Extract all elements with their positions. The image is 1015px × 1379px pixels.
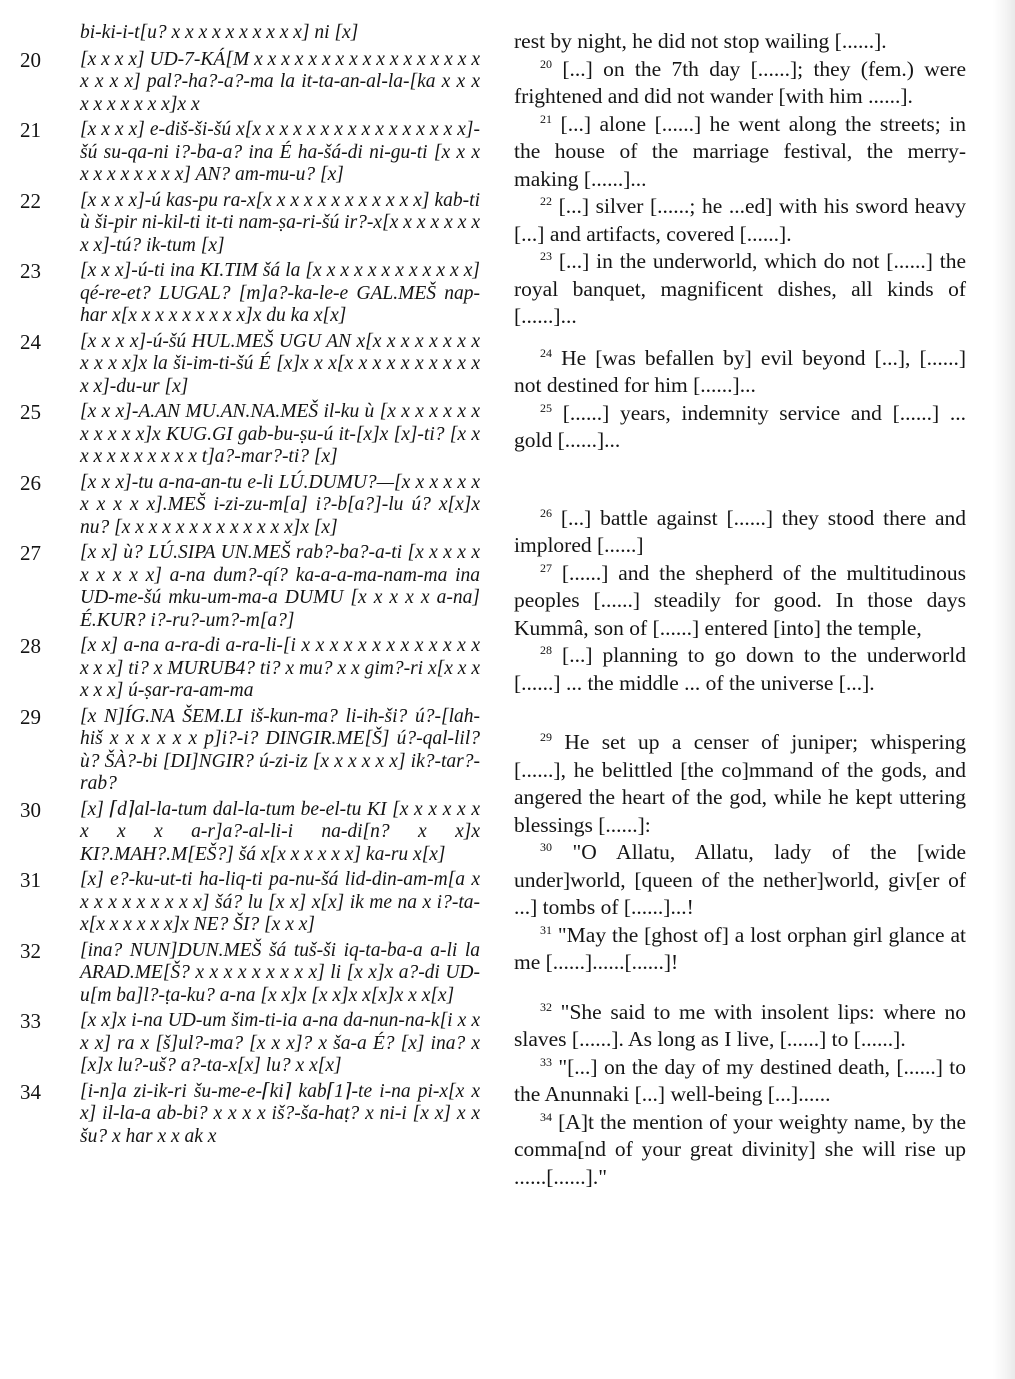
translation-paragraph — [514, 193, 966, 248]
transliteration-text: [x x x]-A.AN MU.AN.NA.MEŠ il-ku ù [x x x x x x x x x x x x]x KUG.GI gab-bu-ṣu-ú it-[x]x [x]-ti? [x x x x x x x x x x x t]a?-mar?-ti? [x] — [80, 401, 480, 467]
transliteration-text: [x x] ù? LÚ.SIPA UN.MEŠ rab?-ba?-a-ti [x x x x x x x x x x] a-na dum?-qí? ka-a-a-ma-nam-ma ina UD-me-šú mku-um-ma-a DUMU [x x x x x a-na] É.KUR? i?-ru?-um?-m[a?] — [80, 542, 480, 631]
line-number: 24 — [20, 329, 41, 354]
line-number: 24 — [540, 345, 552, 360]
transliteration-text: [x] ⌈d⌉al-la-tum dal-la-tum be-el-tu KI [x x x x x x x x x a-r]a?-al-li-i na-di[n? x x]x KI?.MAH?.M[EŠ?] šá x[x x x x x x] ka-ru x[x] — [80, 798, 480, 865]
line-number: 34 — [540, 1109, 552, 1124]
translation-paragraph — [514, 642, 966, 697]
line-number: 22 — [540, 193, 552, 208]
line-number: 28 — [540, 642, 552, 657]
line-number: 31 — [20, 868, 41, 892]
translation-paragraph — [514, 560, 966, 643]
line-number: 22 — [20, 188, 41, 213]
transliteration-line — [20, 706, 480, 796]
transliteration-line — [20, 260, 480, 328]
line-number: 25 — [540, 400, 552, 415]
translation-text: "[...] on the day of my destined death, [......] to the Anunnaki [...] well-being [...]...... — [514, 1054, 966, 1106]
transliteration-line — [20, 869, 480, 937]
line-number: 32 — [20, 938, 41, 963]
transliteration-line — [20, 472, 480, 540]
translation-text: He set up a censer of juniper; whispering [......], he belittled [the co]mmand of the gods, and angered the heart of the god, while he kept uttering blessings [......]: — [514, 730, 967, 837]
translation-text: [...] alone [......] he went along the streets; in the house of the marriage festival, the merry-making [......]... — [514, 111, 966, 191]
translation-paragraph — [514, 345, 966, 400]
translation-text: [...] in the underworld, which do not [......] the royal banquet, magnificent dishes, all kinds of [......]... — [514, 249, 966, 328]
line-number: 20 — [20, 47, 41, 72]
transliteration-text: [x x x x]-ú-šú HUL.MEŠ UGU AN x[x x x x x x x x x x x x]x la ši-im-ti-šú É [x]x x x[x x x x x x x x x x x x]-du-ur [x] — [80, 330, 480, 397]
translation-text: [A]t the mention of your weighty name, by the comma[nd of your great divinity] she will rise up ......[......]." — [514, 1109, 967, 1189]
transliteration-line — [20, 401, 480, 469]
transliteration-text: [ina? NUN]DUN.MEŠ šá tuš-ši iq-ta-ba-a a-li la ARAD.ME[Š? x x x x x x x x x] li [x x]x a?-di UD-u[m ba]l?-ṭa-ku? a-na [x x]x [x x]x x[x]x x x[x] — [80, 939, 480, 1006]
line-number: 30 — [20, 797, 41, 822]
transliteration-line — [20, 190, 480, 258]
line-number: 33 — [540, 1054, 552, 1069]
translation-text: [......] and the shepherd of the multitudinous peoples [......] steadily for good. In those days Kummâ, son of [......] entered [into] the temple, — [514, 560, 967, 640]
transliteration-text: bi-ki-i-t[u? x x x x x x x x x x] ni [x] — [80, 22, 359, 43]
transliteration-column — [20, 22, 480, 1148]
line-number: 26 — [20, 470, 41, 495]
transliteration-line — [20, 799, 480, 867]
translation-paragraph — [514, 1054, 966, 1109]
translation-paragraph — [514, 999, 966, 1054]
line-number: 31 — [540, 922, 552, 937]
translation-text: [...] battle against [......] they stood there and implored [......] — [514, 505, 966, 557]
translation-text: [...] planning to go down to the underworld [......] ... the middle ... of the universe [...]. — [514, 643, 966, 695]
transliteration-line — [20, 119, 480, 187]
line-number: 20 — [540, 56, 552, 71]
transliteration-text: [x] e?-ku-ut-ti ha-liq-ti pa-nu-šá lid-din-am-m[a x x x x x x x x x x] šá? lu [x x] x[x] ik me na x i?-ta-x[x x x x x x]x NE? ŠI? [x x x] — [80, 869, 480, 935]
line-number: 30 — [540, 839, 552, 854]
line-number: 33 — [20, 1009, 41, 1033]
transliteration-text: [x x x x] UD-7-KÁ[M x x x x x x x x x x x x x x x x x x x x x] pal?-ha?-a?-ma la it-ta-an-al-la-[ka x x x x x x x x x x]x x — [80, 48, 480, 115]
line-number: 27 — [540, 560, 552, 575]
transliteration-text: [x x x]-tu a-na-an-tu e-li LÚ.DUMU?—[x x x x x x x x x x x].MEŠ i-zi-zu-m[a] i?-b[a?]-lu ú? x[x]x nu? [x x x x x x x x x x x x x]x [x] — [80, 471, 480, 538]
transliteration-line — [20, 22, 480, 45]
translation-paragraph — [514, 729, 966, 839]
translation-paragraph — [514, 56, 966, 111]
translation-column — [514, 28, 966, 1191]
translation-text: "May the [ghost of] a lost orphan girl glance at me [......]......[......]! — [514, 922, 967, 974]
line-number: 29 — [20, 704, 41, 729]
translation-text: "She said to me with insolent lips: where no slaves [......]. As long as I live, [......] to [......]. — [514, 999, 967, 1051]
line-number: 28 — [20, 634, 41, 658]
translation-text: He [was befallen by] evil beyond [...], [......] not destined for him [......]... — [514, 345, 967, 397]
transliteration-text: [x x x x]-ú kas-pu ra-x[x x x x x x x x x x x x] kab-ti ù ši-pir ni-kil-ti it-ti nam-ṣa-ri-šú ir?-x[x x x x x x x x x]-tú? ik-tum [x] — [80, 189, 480, 256]
translation-paragraph — [514, 111, 966, 194]
translation-paragraph — [514, 505, 966, 560]
transliteration-text: [x x x x] e-diš-ši-šú x[x x x x x x x x x x x x x x x x]-šú su-qa-ni i?-ba-a? ina É ha-šá-di ni-gu-ti [x x x x x x x x x x x] AN? am-mu-u? [x] — [80, 119, 480, 185]
translation-text: [...] silver [......; he ...ed] with his sword heavy [...] and artifacts, covered [......]. — [514, 194, 966, 246]
transliteration-line — [20, 1010, 480, 1078]
translation-paragraph — [514, 1109, 966, 1192]
transliteration-line — [20, 542, 480, 632]
scan-page-edge — [993, 0, 1015, 1379]
line-number: 25 — [20, 400, 41, 424]
translation-paragraph — [514, 248, 966, 331]
translation-paragraph — [514, 922, 966, 977]
line-number: 23 — [20, 259, 41, 283]
line-number: 23 — [540, 248, 552, 263]
translation-paragraph — [514, 400, 966, 455]
line-number: 21 — [20, 118, 41, 142]
transliteration-text: [x x]x i-na UD-um šim-ti-ia a-na da-nun-na-k[i x x x x] ra x [š]ul?-ma? [x x x]? x ša-a É? [x] ina? x [x]x lu?-uš? a?-ta-x[x] lu? x x[x] — [80, 1010, 480, 1076]
translation-paragraph — [514, 839, 966, 922]
translation-paragraph — [514, 28, 966, 56]
transliteration-text: [i-n]a zi-ik-ri šu-me-e-⌈ki⌉ kab⌈1⌉-te i-na pi-x[x x x] il-la-a ab-bi? x x x x iš?-ša-haṭ? x ni-i [x x] x x šu? x har x x ak x — [80, 1080, 480, 1147]
line-number: 26 — [540, 505, 552, 520]
transliteration-line — [20, 331, 480, 399]
transliteration-line — [20, 940, 480, 1008]
transliteration-text: [x x x]-ú-ti ina KI.TIM šá la [x x x x x x x x x x x x] qé-re-et? LUGAL? [m]a?-ka-le-e GAL.MEŠ nap-har x[x x x x x x x x x]x du ka x[x] — [80, 260, 480, 326]
transliteration-line — [20, 1081, 480, 1149]
translation-text: [...] on the 7th day [......]; they (fem.) were frightened and did not wander [with him ......]. — [514, 56, 966, 108]
line-number: 27 — [20, 541, 41, 565]
translation-text: "O Allatu, Allatu, lady of the [wide under]world, [queen of the nether]world, giv[er of ...] tombs of [......]...! — [514, 840, 966, 919]
transliteration-text: [x x] a-na a-ra-di a-ra-li-[i x x x x x x x x x x x x x x x x] ti? x MURUB4? ti? x mu? x x gim?-ri x[x x x x x x] ú-ṣar-ra-am-ma — [80, 635, 480, 701]
line-number: 34 — [20, 1079, 41, 1104]
transliteration-line — [20, 635, 480, 703]
line-number: 32 — [540, 999, 552, 1014]
translation-text: [......] years, indemnity service and [......] ... gold [......]... — [514, 400, 967, 452]
transliteration-line — [20, 49, 480, 117]
line-number: 29 — [540, 729, 552, 744]
translation-text: rest by night, he did not stop wailing [......]. — [514, 29, 887, 53]
transliteration-text: [x N]ÍG.NA ŠEM.LI iš-kun-ma? li-ih-ši? ú?-[lah-hiš x x x x x x p]i?-i? DINGIR.ME[Š] ú?-qal-lil? ù? ŠÀ?-bi [DI]NGIR? ú-zi-iz [x x x x x x] ik?-tar?-rab? — [80, 705, 480, 794]
line-number: 21 — [540, 111, 552, 126]
